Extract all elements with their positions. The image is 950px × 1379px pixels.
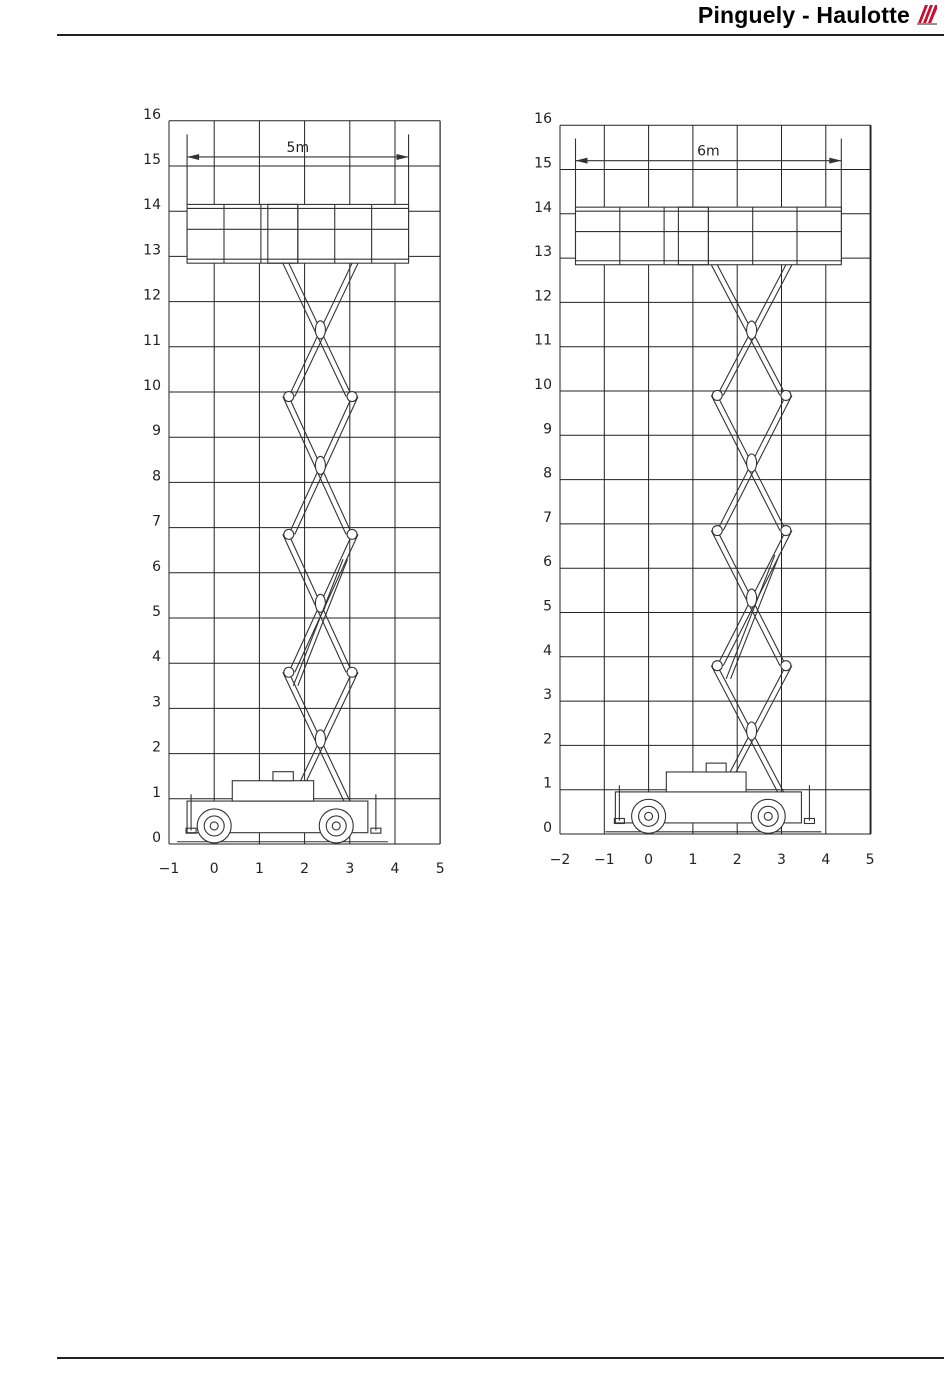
wheel <box>632 799 666 833</box>
x-tick-label: 1 <box>254 861 264 877</box>
scissor-arm <box>283 534 346 672</box>
scissor-lift-drawing <box>576 138 842 833</box>
x-tick-label: −1 <box>158 861 180 877</box>
scissor-joint <box>284 667 294 677</box>
scissor-joint <box>712 526 722 536</box>
scissor-pivot <box>747 722 757 740</box>
scissor-arm <box>283 397 346 535</box>
x-tick-label: 3 <box>777 852 786 868</box>
dimension-arrow-right <box>397 154 409 160</box>
y-tick-label: 10 <box>534 377 552 393</box>
x-tick-label: 2 <box>732 852 742 868</box>
scissor-joint <box>284 529 294 539</box>
scissor-joint <box>781 390 791 400</box>
y-tick-label: 0 <box>152 830 161 846</box>
y-tick-label: 5 <box>152 604 161 620</box>
y-tick-label: 0 <box>543 820 552 836</box>
scissor-joint <box>781 526 791 536</box>
y-tick-label: 6 <box>543 554 552 571</box>
scissor-joint <box>347 529 357 539</box>
y-tick-label: 6 <box>152 558 161 575</box>
y-tick-label: 12 <box>534 288 552 305</box>
y-tick-label: 16 <box>534 111 552 128</box>
scissor-arm <box>711 395 780 530</box>
wheel <box>319 809 353 843</box>
scissor-joint <box>781 661 791 671</box>
dimension-arrow-right <box>829 158 841 164</box>
hydraulic-cylinder <box>731 555 780 679</box>
x-tick-label: −1 <box>593 852 615 868</box>
y-tick-label: 5 <box>543 598 552 615</box>
scissor-lift-drawing <box>177 134 408 843</box>
x-tick-label: 0 <box>644 852 654 868</box>
hydraulic-cylinder <box>298 559 348 686</box>
y-tick-label: 7 <box>152 513 161 530</box>
dimension-arrow-left <box>187 154 199 160</box>
brand-name: Pinguely - Haulotte <box>697 2 910 28</box>
y-tick-label: 14 <box>143 197 161 214</box>
y-tick-label: 10 <box>143 378 161 394</box>
wheel <box>751 799 785 833</box>
diagram-6m <box>534 111 874 868</box>
y-tick-label: 15 <box>143 152 161 168</box>
x-tick-label: 0 <box>209 861 219 877</box>
engine-box <box>232 781 313 801</box>
y-tick-label: 8 <box>543 465 552 482</box>
scissor-pivot <box>315 594 325 612</box>
scissor-joint <box>712 390 722 400</box>
x-tick-label: 1 <box>688 852 698 868</box>
y-tick-label: 11 <box>143 332 161 349</box>
y-tick-label: 13 <box>534 244 552 261</box>
y-tick-label: 7 <box>543 509 552 526</box>
y-tick-label: 11 <box>534 332 552 349</box>
scissor-joint <box>712 661 722 671</box>
x-tick-label: 4 <box>390 861 400 877</box>
y-tick-label: 15 <box>534 155 552 172</box>
y-tick-label: 14 <box>534 199 552 216</box>
y-tick-label: 4 <box>543 642 552 659</box>
y-tick-label: 16 <box>143 106 161 123</box>
control-box <box>706 763 726 772</box>
engine-box <box>666 772 746 792</box>
y-tick-label: 2 <box>543 731 552 748</box>
x-tick-label: 2 <box>300 861 310 877</box>
y-tick-label: 9 <box>543 421 552 438</box>
x-tick-label: 5 <box>865 852 875 868</box>
scissor-pivot <box>315 321 325 339</box>
y-tick-label: 9 <box>152 423 161 440</box>
x-tick-label: −2 <box>549 852 571 868</box>
scissor-joint <box>347 667 357 677</box>
hydraulic-cylinder <box>293 559 343 686</box>
y-tick-label: 3 <box>152 694 161 711</box>
y-tick-label: 4 <box>152 649 161 666</box>
scissor-joint <box>284 392 294 402</box>
x-tick-label: 3 <box>345 861 355 877</box>
y-tick-label: 2 <box>152 739 161 756</box>
x-tick-label: 5 <box>435 861 445 877</box>
control-box <box>273 772 293 781</box>
y-tick-label: 12 <box>143 287 161 304</box>
y-tick-label: 13 <box>143 242 161 259</box>
scissor-arm <box>711 265 780 396</box>
scissor-pivot <box>747 454 757 472</box>
dimension-label: 6m <box>697 143 720 160</box>
dimension-arrow-left <box>576 158 588 164</box>
scissor-joint <box>347 392 357 402</box>
y-tick-label: 1 <box>543 775 552 792</box>
diagram-5m <box>143 107 444 877</box>
dimension-label: 5m <box>286 139 310 156</box>
scissor-pivot <box>315 730 325 748</box>
wheel <box>197 809 231 843</box>
y-tick-label: 1 <box>152 784 161 801</box>
scissor-arm <box>711 531 780 666</box>
x-tick-label: 4 <box>821 852 831 868</box>
scissor-pivot <box>315 456 325 474</box>
scissor-arm <box>283 263 346 396</box>
y-tick-label: 8 <box>152 468 161 485</box>
y-tick-label: 3 <box>543 687 552 704</box>
scissor-pivot <box>747 321 757 339</box>
